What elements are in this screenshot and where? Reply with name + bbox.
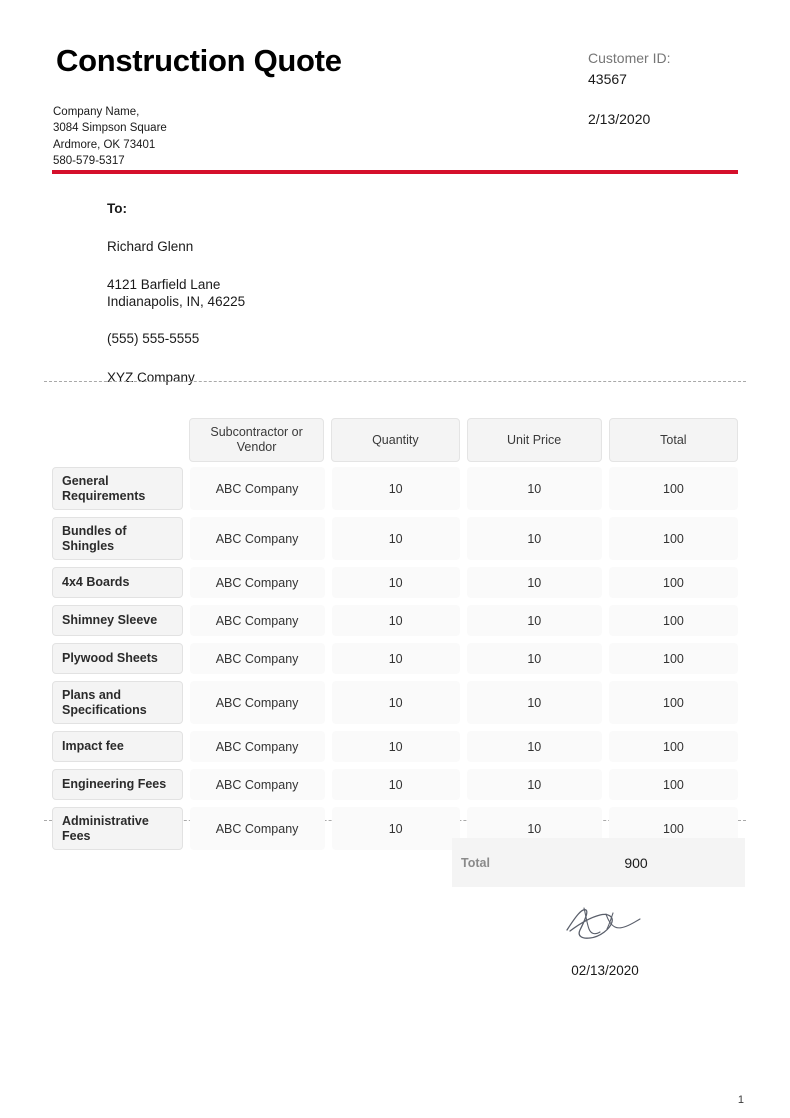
row-quantity: 10 (332, 643, 460, 674)
row-quantity: 10 (332, 517, 460, 560)
table-header-total: Total (609, 418, 738, 462)
row-quantity: 10 (332, 769, 460, 800)
row-unit-price: 10 (467, 807, 602, 850)
document-header (52, 44, 738, 169)
row-unit-price: 10 (467, 643, 602, 674)
row-total: 100 (609, 769, 738, 800)
row-unit-price: 10 (467, 517, 602, 560)
row-unit-price: 10 (467, 605, 602, 636)
quote-date: 2/13/2020 (588, 111, 651, 127)
sender-line-0: Company Name, (53, 106, 140, 119)
row-label: 4x4 Boards (52, 567, 183, 598)
row-vendor: ABC Company (190, 807, 325, 850)
table-row (52, 467, 738, 510)
recipient-phone: (555) 555-5555 (107, 331, 200, 346)
page-title: Construction Quote (56, 43, 342, 78)
row-total: 100 (609, 467, 738, 510)
row-total: 100 (609, 605, 738, 636)
row-unit-price: 10 (467, 731, 602, 762)
row-quantity: 10 (332, 681, 460, 724)
row-total: 100 (609, 567, 738, 598)
accent-divider (52, 170, 738, 174)
total-value: 900 (624, 854, 648, 871)
row-unit-price: 10 (467, 467, 602, 510)
row-quantity: 10 (332, 731, 460, 762)
recipient-address-line2: Indianapolis, IN, 46225 (107, 294, 246, 309)
row-total: 100 (609, 643, 738, 674)
table-row (52, 769, 738, 800)
table-row (52, 731, 738, 762)
recipient-label: To: (107, 201, 127, 216)
total-summary-box (452, 838, 745, 887)
signature-date: 02/13/2020 (571, 963, 639, 978)
table-header-row (52, 418, 738, 462)
row-total: 100 (609, 731, 738, 762)
signature-mark (556, 898, 648, 944)
row-unit-price: 10 (467, 681, 602, 724)
row-quantity: 10 (332, 807, 460, 850)
row-quantity: 10 (332, 467, 460, 510)
separator-above-table (44, 381, 746, 382)
row-unit-price: 10 (467, 567, 602, 598)
row-label: Plans and Specifications (52, 681, 183, 724)
sender-line-3: 580-579-5317 (53, 154, 125, 167)
row-quantity: 10 (332, 567, 460, 598)
row-vendor: ABC Company (190, 643, 325, 674)
row-label: General Requirements (52, 467, 183, 510)
table-row (52, 605, 738, 636)
row-label: Shimney Sleeve (52, 605, 183, 636)
sender-address-block (53, 104, 472, 169)
row-total: 100 (609, 807, 738, 850)
row-label: Impact fee (52, 731, 183, 762)
row-vendor: ABC Company (190, 567, 325, 598)
table-row (52, 517, 738, 560)
recipient-block (107, 200, 507, 387)
recipient-name: Richard Glenn (107, 239, 194, 254)
total-label: Total (461, 855, 490, 870)
recipient-address (107, 276, 507, 310)
row-vendor: ABC Company (190, 517, 325, 560)
recipient-address-line1: 4121 Barfield Lane (107, 277, 221, 292)
table-header-corner (52, 418, 182, 462)
row-unit-price: 10 (467, 769, 602, 800)
customer-id-label: Customer ID: (588, 50, 671, 66)
table-header-unit-price: Unit Price (467, 418, 602, 462)
table-body (52, 467, 738, 850)
row-quantity: 10 (332, 605, 460, 636)
row-vendor: ABC Company (190, 731, 325, 762)
page-number: 1 (737, 1094, 744, 1106)
sender-line-2: Ardmore, OK 73401 (53, 138, 156, 151)
row-vendor: ABC Company (190, 769, 325, 800)
row-vendor: ABC Company (190, 605, 325, 636)
row-vendor: ABC Company (190, 681, 325, 724)
row-label: Bundles of Shingles (52, 517, 183, 560)
line-items-table (52, 418, 738, 857)
row-total: 100 (609, 681, 738, 724)
row-vendor: ABC Company (190, 467, 325, 510)
row-label: Engineering Fees (52, 769, 183, 800)
header-meta (568, 44, 738, 129)
table-row (52, 567, 738, 598)
row-label: Administrative Fees (52, 807, 183, 850)
table-row (52, 681, 738, 724)
row-total: 100 (609, 517, 738, 560)
table-header-vendor: Subcontractor or Vendor (189, 418, 324, 462)
table-row (52, 643, 738, 674)
sender-line-1: 3084 Simpson Square (53, 122, 167, 135)
customer-id-value: 43567 (588, 71, 627, 87)
header-left (52, 44, 472, 169)
recipient-company: XYZ Company (107, 370, 195, 385)
table-header-quantity: Quantity (331, 418, 459, 462)
row-label: Plywood Sheets (52, 643, 183, 674)
